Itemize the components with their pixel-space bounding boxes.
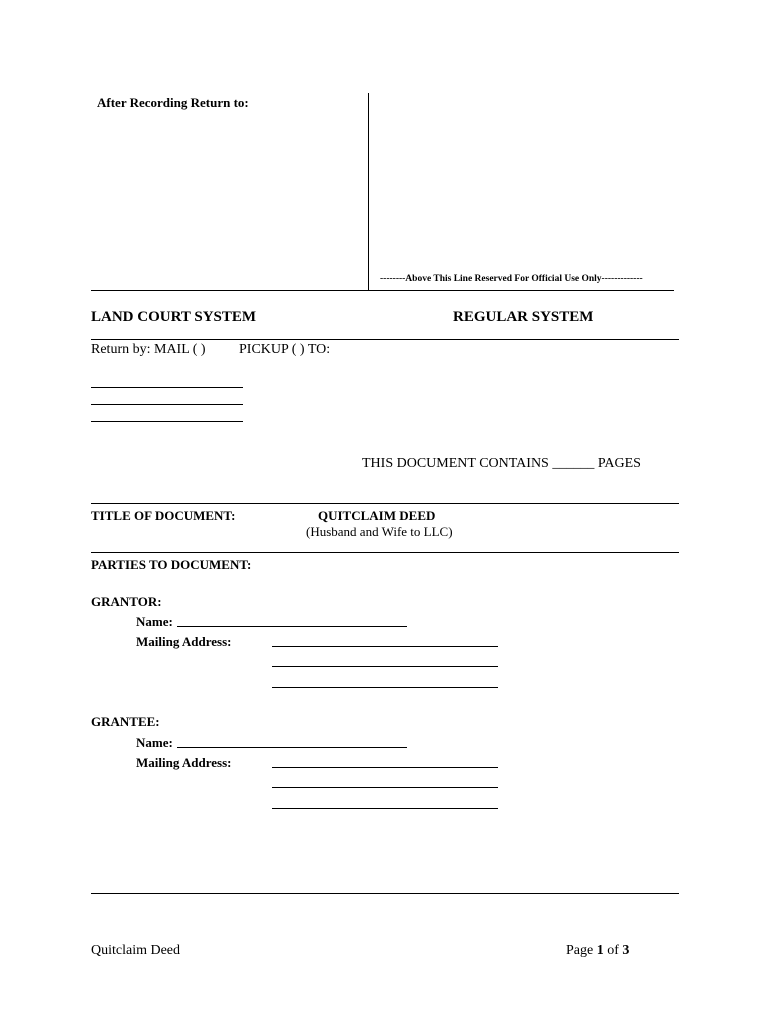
grantor-name-label: Name: bbox=[136, 614, 173, 629]
return-to-line-2[interactable] bbox=[91, 404, 243, 405]
document-subtitle: (Husband and Wife to LLC) bbox=[306, 524, 453, 539]
after-recording-label: After Recording Return to: bbox=[97, 95, 249, 110]
recording-bottom-line-left bbox=[91, 290, 368, 291]
return-by-pickup: PICKUP ( ) TO: bbox=[239, 342, 331, 357]
parties-top-rule bbox=[91, 552, 679, 553]
return-by-mail: Return by: MAIL ( ) bbox=[91, 342, 206, 357]
grantee-address-line-1[interactable] bbox=[272, 767, 498, 768]
document-title: QUITCLAIM DEED bbox=[318, 508, 436, 523]
grantor-address-line-3[interactable] bbox=[272, 687, 498, 688]
recording-divider-vertical bbox=[368, 93, 369, 290]
grantee-name-field[interactable] bbox=[177, 747, 407, 748]
footer-page-number bbox=[566, 943, 629, 959]
grantor-address-line-1[interactable] bbox=[272, 646, 498, 647]
land-court-system-heading: LAND COURT SYSTEM bbox=[91, 309, 257, 325]
return-to-line-3[interactable] bbox=[91, 421, 243, 422]
grantor-address-label: Mailing Address: bbox=[136, 634, 232, 649]
grantee-label: GRANTEE: bbox=[91, 714, 160, 729]
title-of-document-label: TITLE OF DOCUMENT: bbox=[91, 508, 236, 523]
grantee-name-label: Name: bbox=[136, 735, 173, 750]
grantee-address-label: Mailing Address: bbox=[136, 755, 232, 770]
grantee-address-line-3[interactable] bbox=[272, 808, 498, 809]
regular-system-heading: REGULAR SYSTEM bbox=[453, 309, 594, 325]
page-total: 3 bbox=[622, 943, 630, 958]
grantor-address-line-2[interactable] bbox=[272, 666, 498, 667]
grantee-address-line-2[interactable] bbox=[272, 787, 498, 788]
footer-rule bbox=[91, 893, 679, 894]
page-prefix: Page bbox=[566, 943, 597, 958]
page-current: 1 bbox=[596, 943, 604, 958]
parties-to-document-label: PARTIES TO DOCUMENT: bbox=[91, 557, 252, 572]
grantor-label: GRANTOR: bbox=[91, 594, 162, 609]
footer-document-name: Quitclaim Deed bbox=[91, 943, 181, 958]
official-use-note: --------Above This Line Reserved For Official Use Only------------- bbox=[380, 274, 643, 284]
document-pages-statement: THIS DOCUMENT CONTAINS ______ PAGES bbox=[362, 456, 641, 471]
grantor-name-field[interactable] bbox=[177, 626, 407, 627]
recording-bottom-line-right bbox=[368, 290, 674, 291]
title-top-rule bbox=[91, 503, 679, 504]
page-of: of bbox=[603, 943, 623, 958]
return-to-line-1[interactable] bbox=[91, 387, 243, 388]
systems-rule bbox=[91, 339, 679, 340]
